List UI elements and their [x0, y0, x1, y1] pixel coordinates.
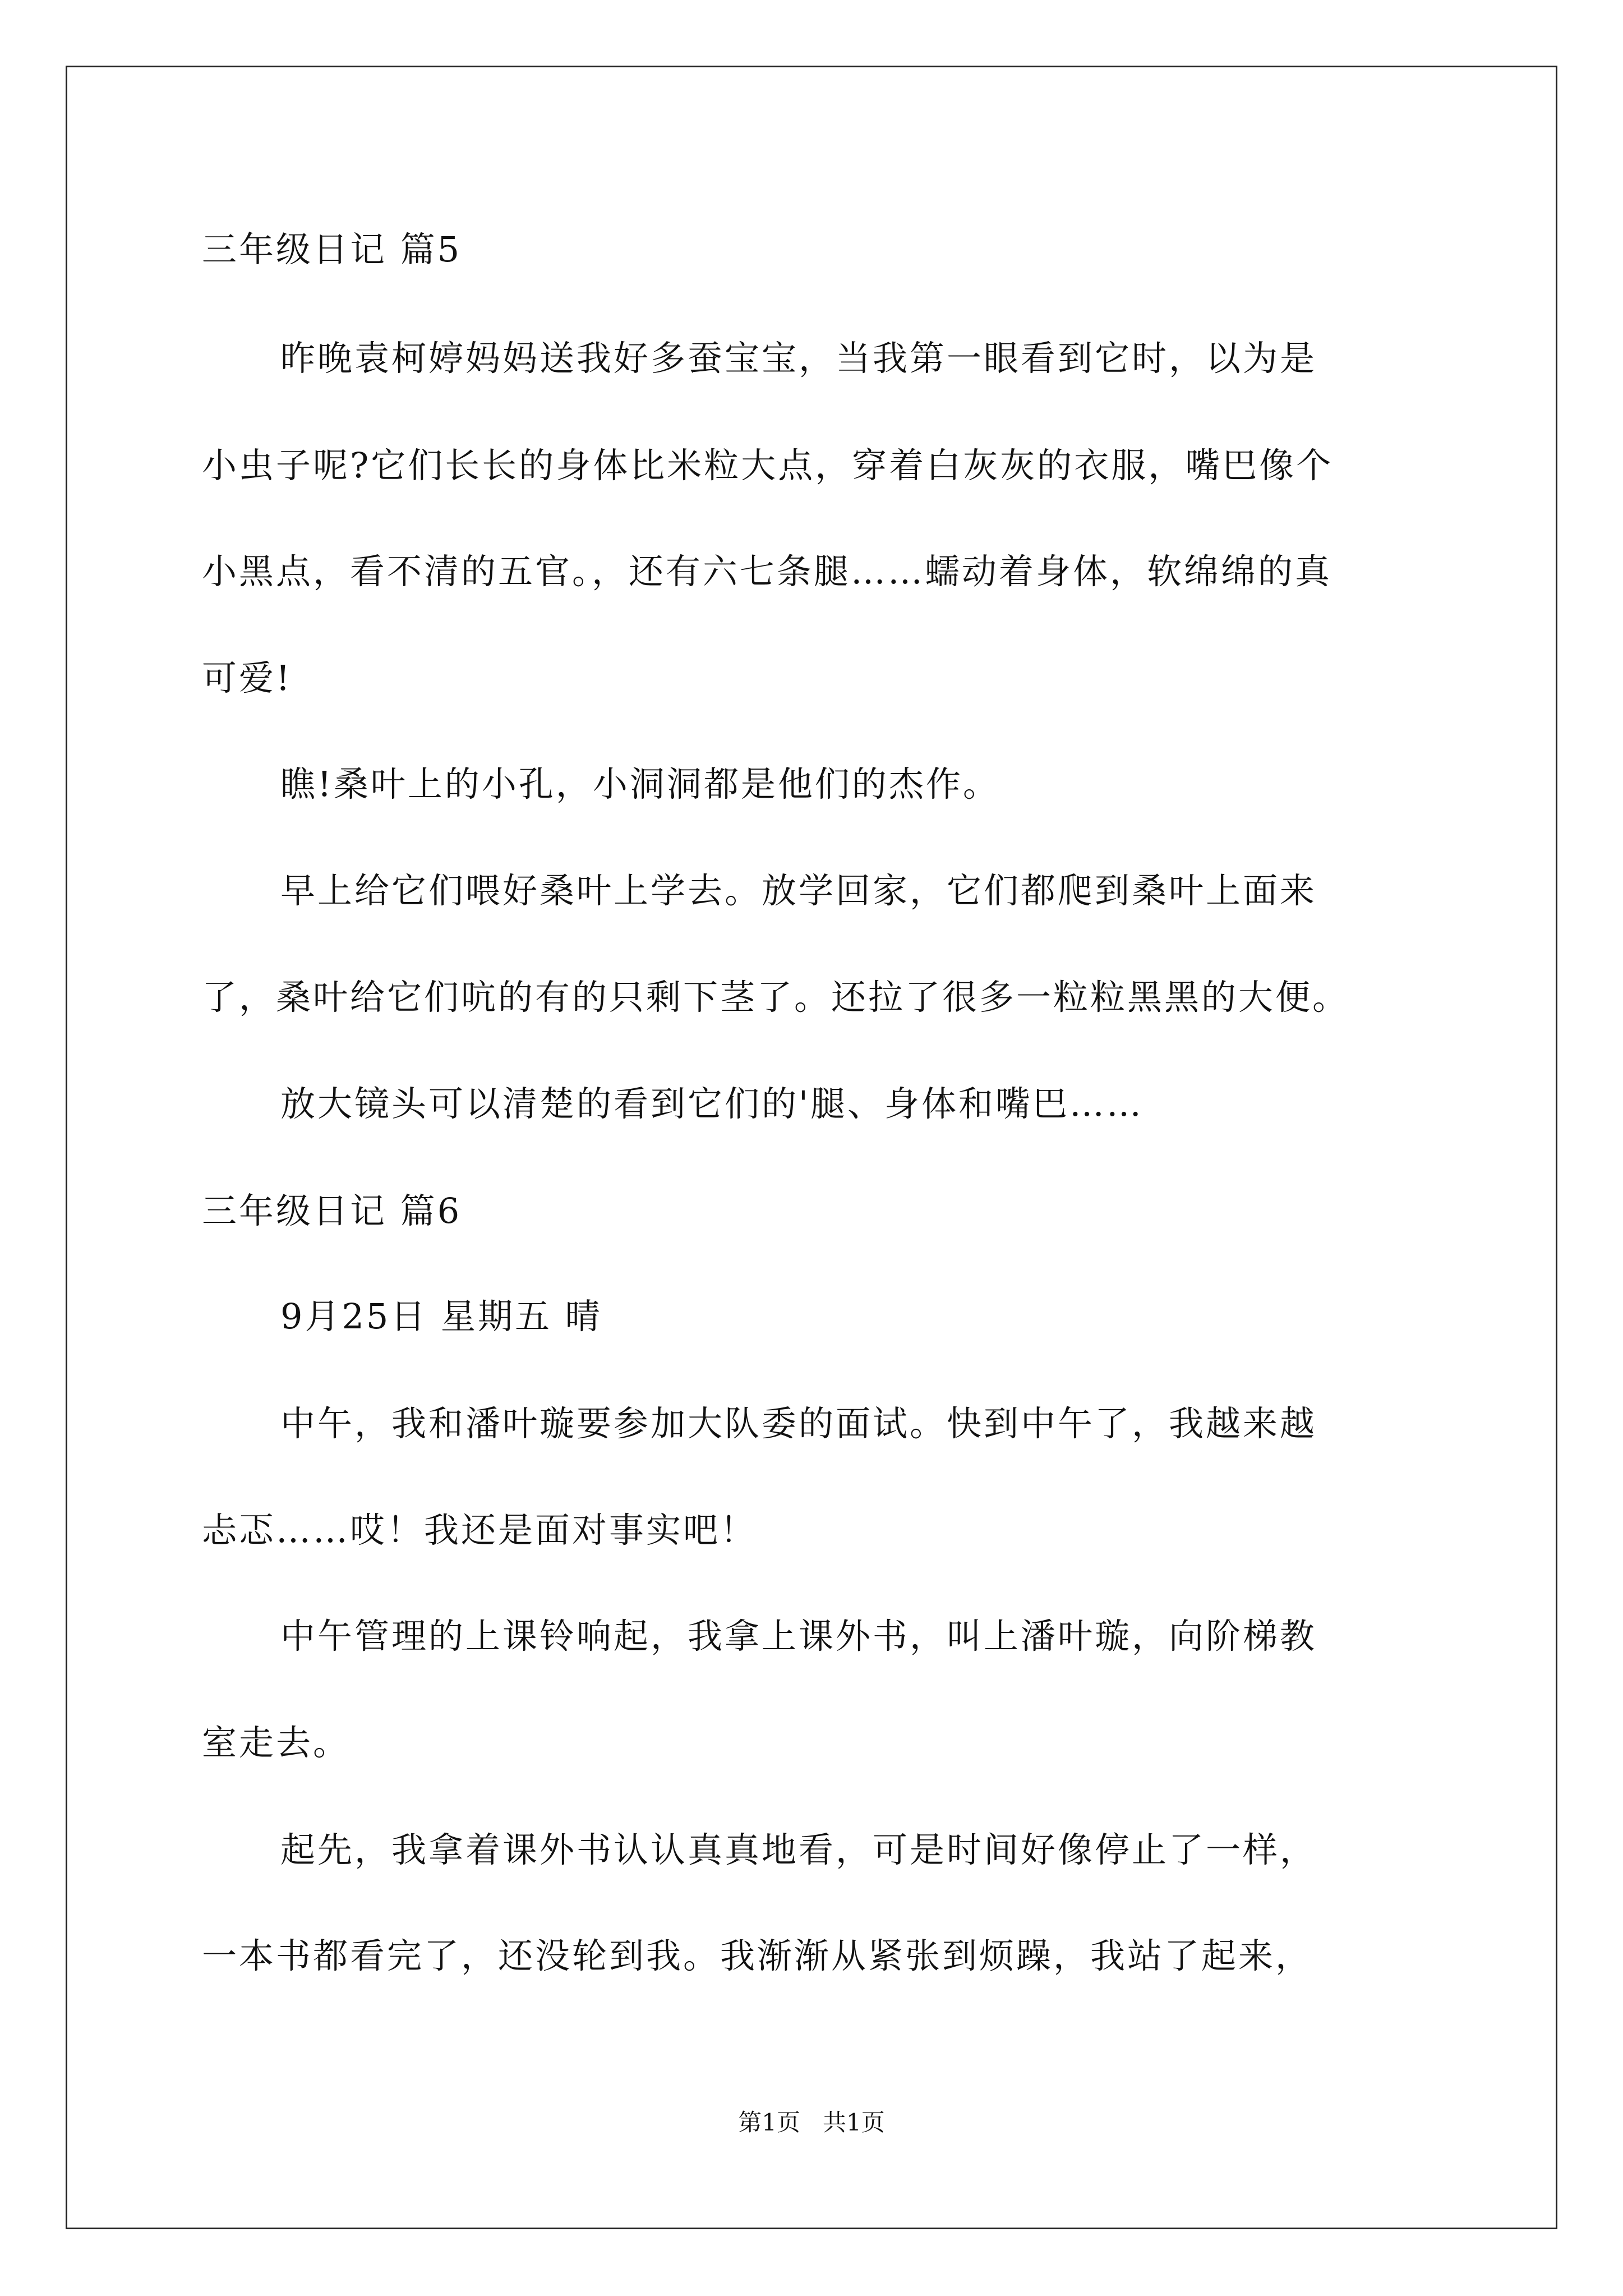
paragraph-line: 起先，我拿着课外书认认真真地看，可是时间好像停止了一样，: [280, 1829, 1317, 1870]
paragraph-line: 室走去。: [202, 1722, 351, 1763]
page-number: 第1页: [738, 2109, 800, 2136]
date-line: 9月25日 星期五 晴: [280, 1296, 602, 1337]
page-footer: [0, 2111, 1623, 2134]
paragraph-line: 瞧!桑叶上的小孔，小洞洞都是他们的杰作。: [280, 763, 1000, 804]
page-border: [66, 66, 1557, 2229]
paragraph-line: 一本书都看完了，还没轮到我。我渐渐从紧张到烦躁，我站了起来，: [202, 1935, 1313, 1976]
paragraph-line: 小黑点，看不清的五官。，还有六七条腿……蠕动着身体，软绵绵的真: [202, 551, 1332, 592]
section-heading-5: 三年级日记 篇5: [202, 229, 462, 270]
page-total: 共1页: [823, 2109, 885, 2136]
paragraph-line: 了，桑叶给它们吭的有的只剩下茎了。还拉了很多一粒粒黑黑的大便。: [202, 977, 1350, 1018]
section-heading-6: 三年级日记 篇6: [202, 1190, 462, 1231]
paragraph-line: 小虫子呢?它们长长的身体比米粒大点，穿着白灰灰的衣服，嘴巴像个: [202, 445, 1334, 486]
paragraph-line: 可爱!: [202, 657, 292, 698]
paragraph-line: 忐忑……哎！我还是面对事实吧！: [202, 1510, 758, 1550]
paragraph-line: 早上给它们喂好桑叶上学去。放学回家，它们都爬到桑叶上面来: [280, 870, 1317, 911]
paragraph-line: 放大镜头可以清楚的看到它们的'腿、身体和嘴巴……: [280, 1083, 1144, 1124]
paragraph-line: 中午，我和潘叶璇要参加大队委的面试。快到中午了，我越来越: [280, 1403, 1317, 1444]
paragraph-line: 中午管理的上课铃响起，我拿上课外书，叫上潘叶璇，向阶梯教: [280, 1616, 1317, 1657]
paragraph-line: 昨晚袁柯婷妈妈送我好多蚕宝宝，当我第一眼看到它时，以为是: [280, 338, 1317, 379]
